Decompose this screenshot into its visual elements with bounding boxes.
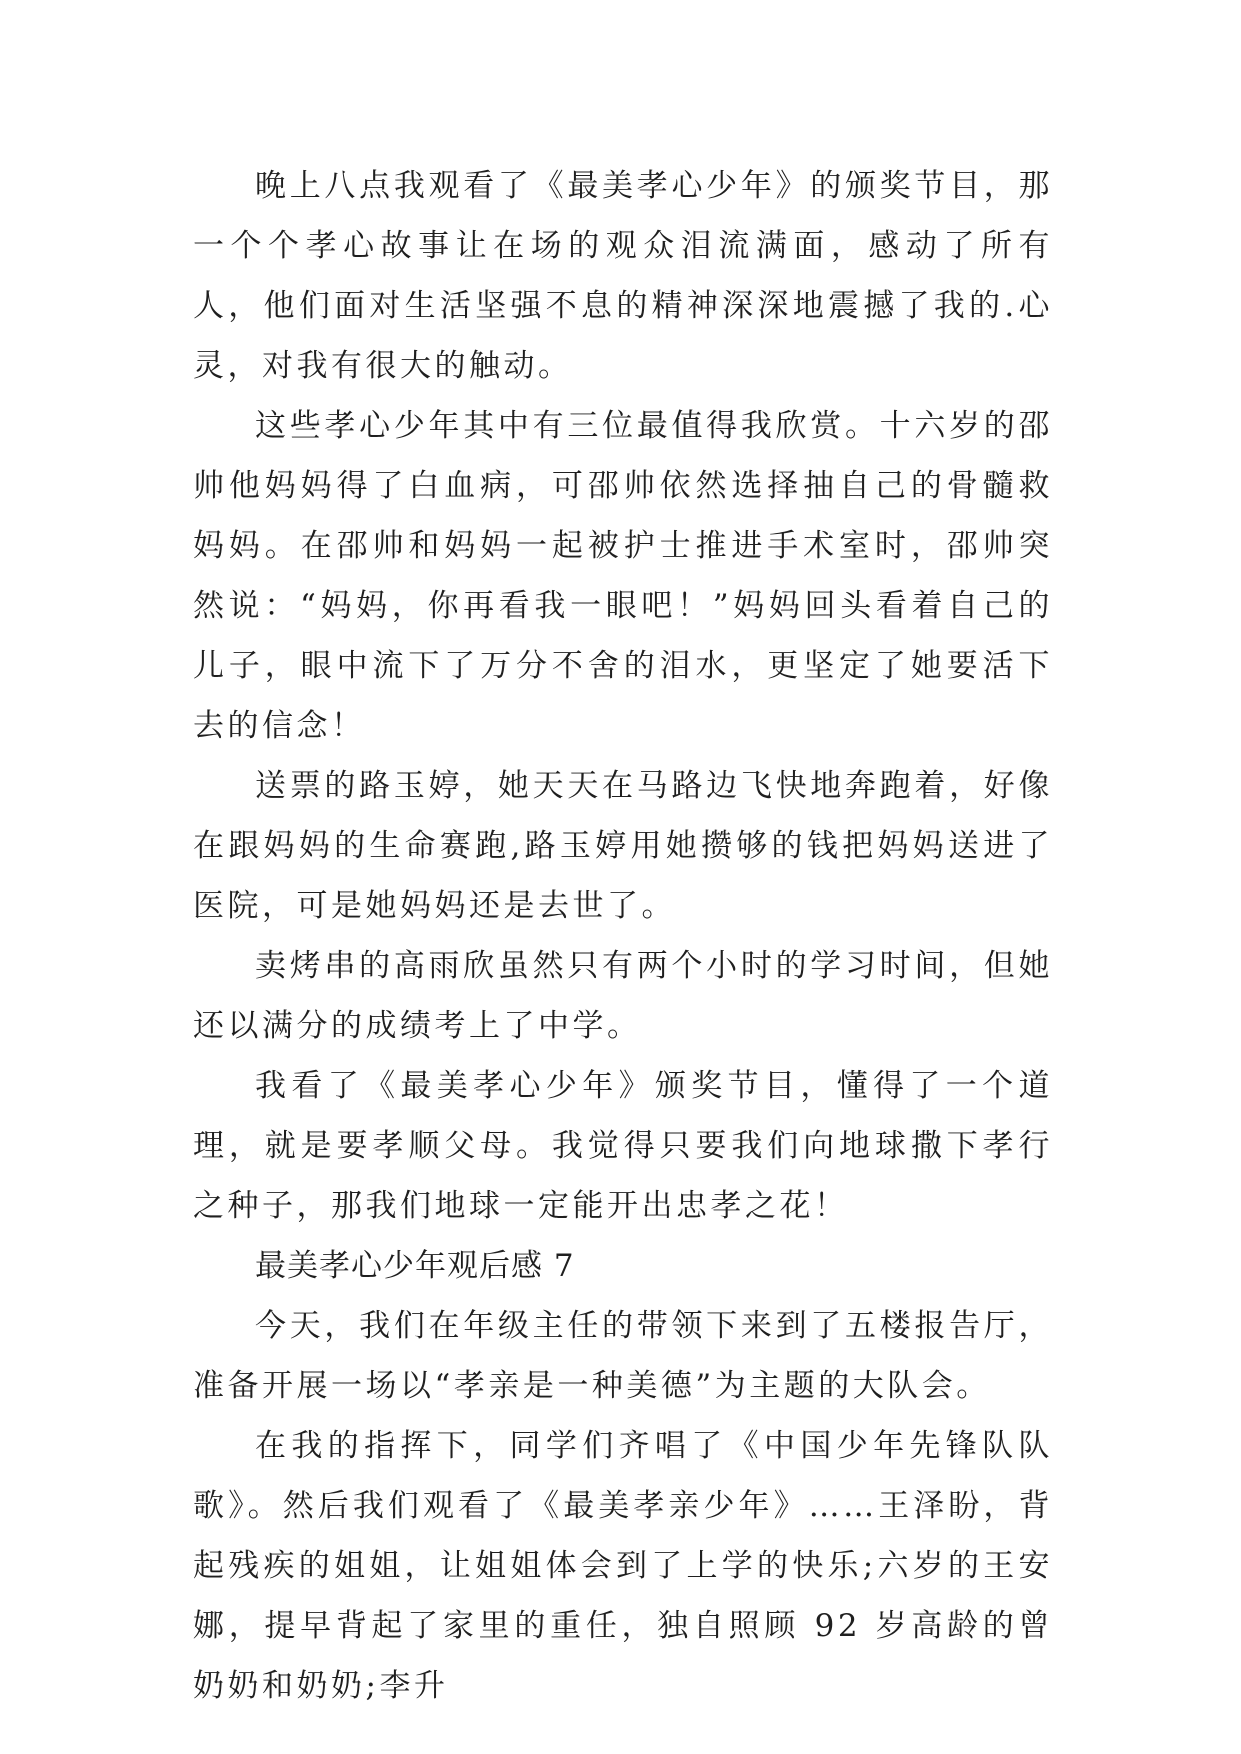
paragraph-5: 我看了《最美孝心少年》颁奖节目，懂得了一个道理，就是要孝顺父母。我觉得只要我们向地球撒下孝行之种子，那我们地球一定能开出忠孝之花！ bbox=[193, 1068, 1053, 1224]
paragraph-6: 今天，我们在年级主任的带领下来到了五楼报告厅，准备开展一场以“孝亲是一种美德”为主题的大队会。 bbox=[193, 1308, 1053, 1404]
section-title: 最美孝心少年观后感 7 bbox=[255, 1248, 575, 1284]
document-body bbox=[193, 156, 1053, 1716]
paragraph-3: 送票的路玉婷，她天天在马路边飞快地奔跑着，好像在跟妈妈的生命赛跑,路玉婷用她攒够的钱把妈妈送进了医院，可是她妈妈还是去世了。 bbox=[193, 768, 1053, 924]
paragraph-7: 在我的指挥下，同学们齐唱了《中国少年先锋队队歌》。然后我们观看了《最美孝亲少年》……王泽盼，背起残疾的姐姐，让姐姐体会到了上学的快乐;六岁的王安娜，提早背起了家里的重任，独自照顾 92 岁高龄的曾奶奶和奶奶;李升 bbox=[193, 1428, 1053, 1704]
paragraph-1: 晚上八点我观看了《最美孝心少年》的颁奖节目，那一个个孝心故事让在场的观众泪流满面，感动了所有人，他们面对生活坚强不息的精神深深地震撼了我的.心灵，对我有很大的触动。 bbox=[193, 168, 1053, 384]
paragraph-2: 这些孝心少年其中有三位最值得我欣赏。十六岁的邵帅他妈妈得了白血病，可邵帅依然选择抽自己的骨髓救妈妈。在邵帅和妈妈一起被护士推进手术室时，邵帅突然说：“妈妈，你再看我一眼吧！”妈妈回头看着自己的儿子，眼中流下了万分不舍的泪水，更坚定了她要活下去的信念！ bbox=[193, 408, 1053, 744]
paragraph-4: 卖烤串的高雨欣虽然只有两个小时的学习时间，但她还以满分的成绩考上了中学。 bbox=[193, 948, 1053, 1044]
